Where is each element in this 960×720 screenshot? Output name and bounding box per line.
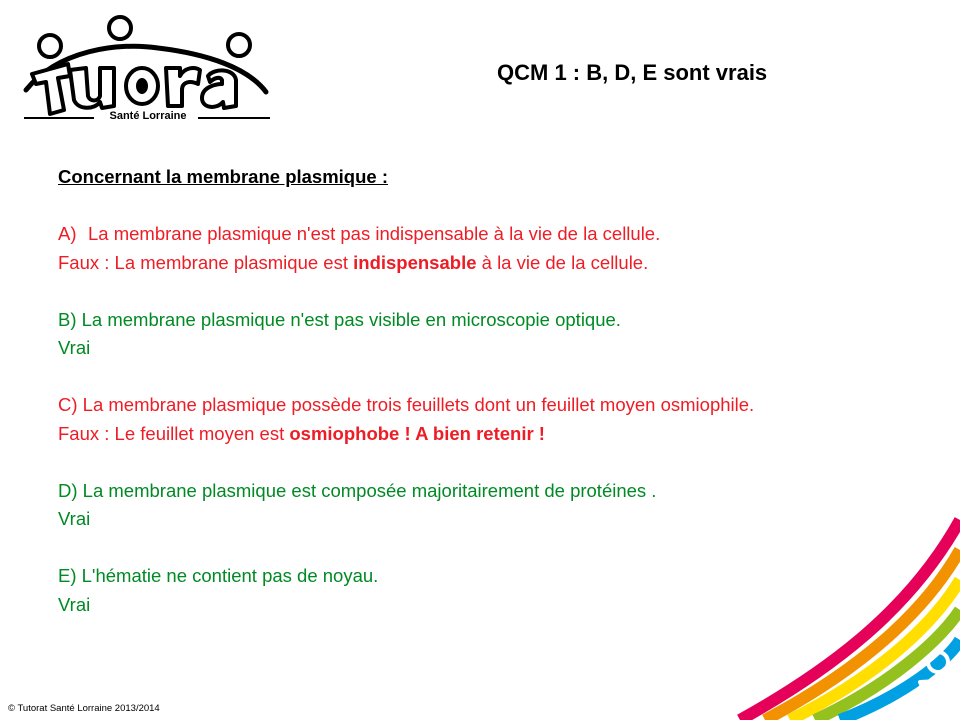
rainbow-swoosh-graphic: [720, 500, 960, 720]
item-b-answer: Vrai: [58, 337, 91, 358]
item-b-statement: B) La membrane plasmique n'est pas visible en microscopie optique.: [58, 308, 621, 330]
item-c-answer-bold: osmiophobe ! A bien retenir !: [289, 422, 545, 444]
item-c: [58, 391, 918, 448]
item-a-answer-bold: indispensable: [353, 251, 477, 273]
item-a-answer-suffix: à la vie de la cellule.: [476, 251, 649, 273]
item-e-statement: E) L'hématie ne contient pas de noyau.: [58, 565, 379, 586]
item-d-answer: Vrai: [58, 508, 91, 529]
rainbow-corner-decoration: [720, 500, 960, 720]
item-e-answer: Vrai: [58, 593, 91, 615]
item-a-letter: A): [58, 223, 77, 244]
item-a-answer: [58, 249, 918, 278]
item-a-answer-prefix: Faux : La membrane plasmique est: [58, 251, 354, 273]
logo-subtitle: Santé Lorraine: [109, 110, 187, 122]
slide-title: QCM 1 : B, D, E sont vrais: [497, 60, 768, 85]
question-heading: Concernant la membrane plasmique :: [58, 166, 389, 187]
item-d-statement: D) La membrane plasmique est composée majoritairement de protéines .: [58, 479, 657, 501]
item-a-text: La membrane plasmique n'est pas indispensable à la vie de la cellule.: [88, 223, 661, 244]
tutorat-logo: [18, 10, 278, 130]
item-c-statement: C) La membrane plasmique possède trois feuillets dont un feuillet moyen osmiophile.: [58, 394, 755, 415]
item-c-answer: [58, 420, 918, 449]
item-c-answer-prefix: Faux : Le feuillet moyen est: [58, 422, 290, 444]
item-b: [58, 306, 918, 363]
footer-copyright: © Tutorat Santé Lorraine 2013/2014: [8, 703, 160, 714]
item-a: [58, 220, 918, 277]
item-a-statement: [58, 220, 918, 249]
